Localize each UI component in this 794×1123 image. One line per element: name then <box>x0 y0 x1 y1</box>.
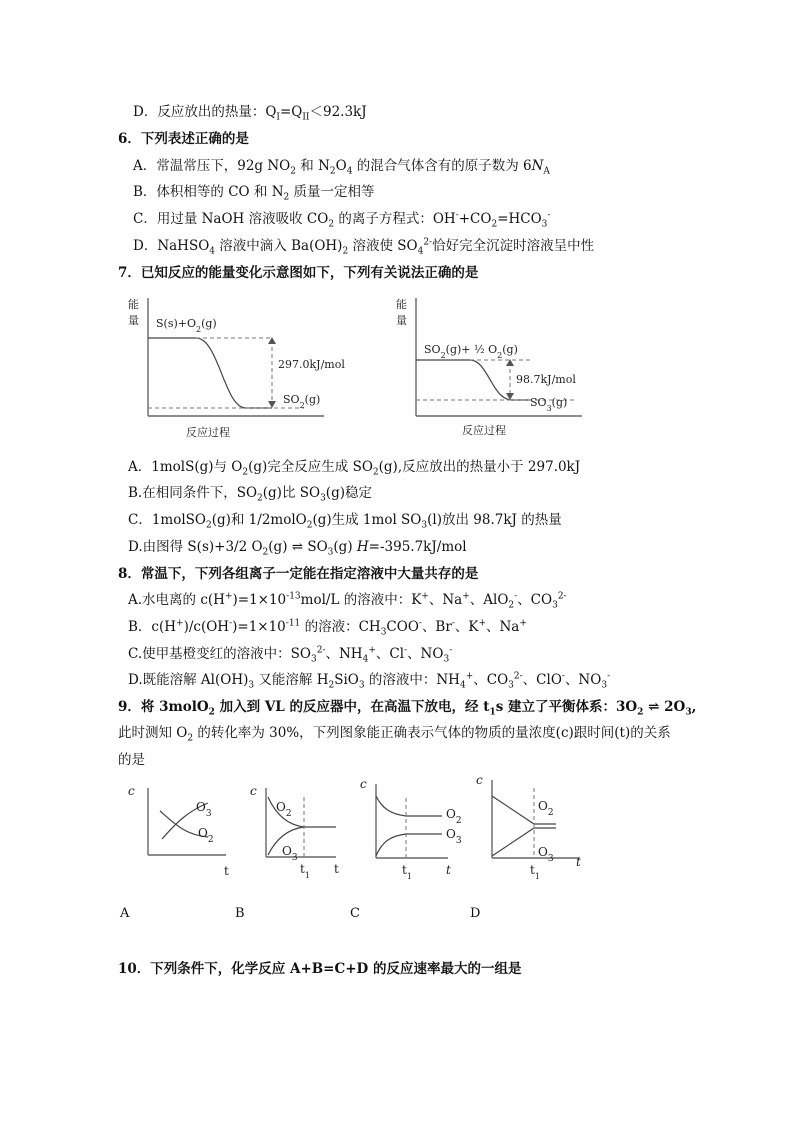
gc-t-label: t <box>446 863 451 877</box>
gc-o3-curve <box>376 834 442 856</box>
q7-energy-diagram-1 <box>124 296 354 441</box>
d2-x-label: 反应过程 <box>462 424 506 437</box>
ga-o3-label: $O_3$ <box>196 800 212 819</box>
gb-c-label: c <box>250 784 257 798</box>
q6-option-a: A．常温常压下，92g $NO_2$ 和 $N_2O_4$ 的混合气体含有的原子数为 $6N_A$ <box>133 158 550 177</box>
gb-o3-label: $O_3$ <box>282 844 298 863</box>
q7-option-c: C．1molSO$_2$(g)和 1/2molO$_2$(g)生成 1mol $SO_3(l)$放出 98.7kJ 的热量 <box>128 512 562 531</box>
q7-option-d: D.由图得 S(s)+3/2 $O_2(g)$ ⇌ $SO_3(g)$ H=-395.7kJ/mol <box>128 539 467 558</box>
q9-choice-c: C <box>350 906 360 921</box>
q6-option-d: D．NaHSO$_4$ 溶液中滴入 $Ba(OH)_2$ 溶液使 $SO_4^{2-}$恰好完全沉淀时溶液呈中性 <box>133 237 595 257</box>
q9-choice-b: B <box>235 906 245 921</box>
q8-option-b: B．$c(H^+)/c(OH^-)=1\times 10^{-11}$ 的溶液：$CH_3COO^-$、Br-、K+、Na+ <box>128 618 527 638</box>
q9-graph-a <box>126 783 236 878</box>
q9-choice-d: D <box>470 906 481 921</box>
q7-option-b: B.在相同条件下，$SO_2(g)$比 $SO_3(g)$稳定 <box>128 485 372 504</box>
gc-o2-label: $O_2$ <box>446 807 462 826</box>
d1-product-label: $SO_2(g)$ <box>283 393 321 410</box>
gb-t1-label: $t_1$ <box>300 862 310 880</box>
q9-graph-b <box>246 783 356 878</box>
ga-o2-label: $O_2$ <box>198 826 214 845</box>
gd-t1-label: $t_1$ <box>530 863 540 881</box>
q9-graph-c <box>356 776 466 881</box>
q8-option-c: C.使甲基橙变红的溶液中：$SO_3^{2-}$、$NH_4^+$、Cl-、$NO_3^-$ <box>128 645 453 665</box>
q9-stem-line3: 的是 <box>118 752 145 768</box>
d1-x-label: 反应过程 <box>186 426 230 439</box>
q7-option-a: A．1molS(g)与 $O_2(g)$完全反应生成 $SO_2(g)$,反应放出的热量小于 297.0kJ <box>128 459 581 478</box>
d1-y-label-1: 能 <box>128 298 139 311</box>
q7-energy-diagram-2 <box>392 296 592 441</box>
d2-energy-label: 98.7kJ/mol <box>516 373 576 386</box>
gb-t-label: t <box>334 862 339 876</box>
d1-y-label-2: 量 <box>128 314 139 327</box>
q8-stem: 8．常温下，下列各组离子一定能在指定溶液中大量共存的是 <box>118 566 479 582</box>
gd-o3-label: $O_3$ <box>538 845 554 864</box>
q9-graph-d <box>472 772 587 881</box>
d2-y-label-1: 能 <box>396 298 407 311</box>
gb-o2-label: $O_2$ <box>276 800 292 819</box>
gc-o2-curve <box>376 796 442 816</box>
q8-option-a: A.水电离的 $c(H^+)=1\times 10^{-13}mol/L$ 的溶液中：K+、Na+、AlO$_2$-、$CO_3^{2-}$ <box>128 591 567 611</box>
d2-reactant-label: $SO_2(g)+$ ½ $O_2(g)$ <box>424 343 518 360</box>
gd-t-label: t <box>576 855 581 869</box>
q8-option-d: D.既能溶解 $Al(OH)_3$ 又能溶解 $H_2SiO_3$ 的溶液中：$NH_4^+$、$CO_3^{2-}$、ClO-、$NO_3^-$ <box>128 671 611 691</box>
q9-choice-a: A <box>120 906 130 921</box>
q9-stem-line2: 此时测知 $O_2$ 的转化率为 30%，下列图象能正确表示气体的物质的量浓度(c)跟时间(t)的关系 <box>118 725 671 744</box>
d2-product-label: $SO_3(g)$ <box>530 396 568 413</box>
d1-energy-label: 297.0kJ/mol <box>278 358 345 371</box>
q6-option-c: C．用过量 NaOH 溶液吸收 $CO_2$ 的离子方程式：$OH^-+CO_2=HCO_3^-$ <box>133 210 551 230</box>
gd-c-label: c <box>476 773 483 787</box>
q5-option-d: D．反应放出的热量：$Q_I=Q_{II}<92.3kJ$ <box>133 104 367 123</box>
gd-o2-label: $O_2$ <box>538 799 554 818</box>
gc-t1-label: $t_1$ <box>402 863 412 881</box>
ga-t-label: t <box>224 864 229 878</box>
q6-option-b: B．体积相等的 CO 和 $N_2$ 质量一定相等 <box>133 184 375 203</box>
d2-y-label-2: 量 <box>396 314 407 327</box>
gc-o3-label: $O_3$ <box>446 827 462 846</box>
q10-stem: 10．下列条件下，化学反应 A+B=C+D 的反应速率最大的一组是 <box>118 961 522 977</box>
q7-stem: 7．已知反应的能量变化示意图如下，下列有关说法正确的是 <box>118 265 479 281</box>
q6-stem: 6．下列表述正确的是 <box>118 131 249 147</box>
d1-energy-curve <box>196 338 272 408</box>
d1-reactant-label: $S(s)+O_2(g)$ <box>156 317 217 334</box>
ga-c-label: c <box>128 784 135 798</box>
q9-stem-line1: 9．将 3molO$_2$ 加入到 VL 的反应器中，在高温下放电，经 $t_1s$ 建立了平衡体系：$3O_2$ ⇌ $2O_3$, <box>118 699 697 718</box>
gc-c-label: c <box>360 777 367 791</box>
